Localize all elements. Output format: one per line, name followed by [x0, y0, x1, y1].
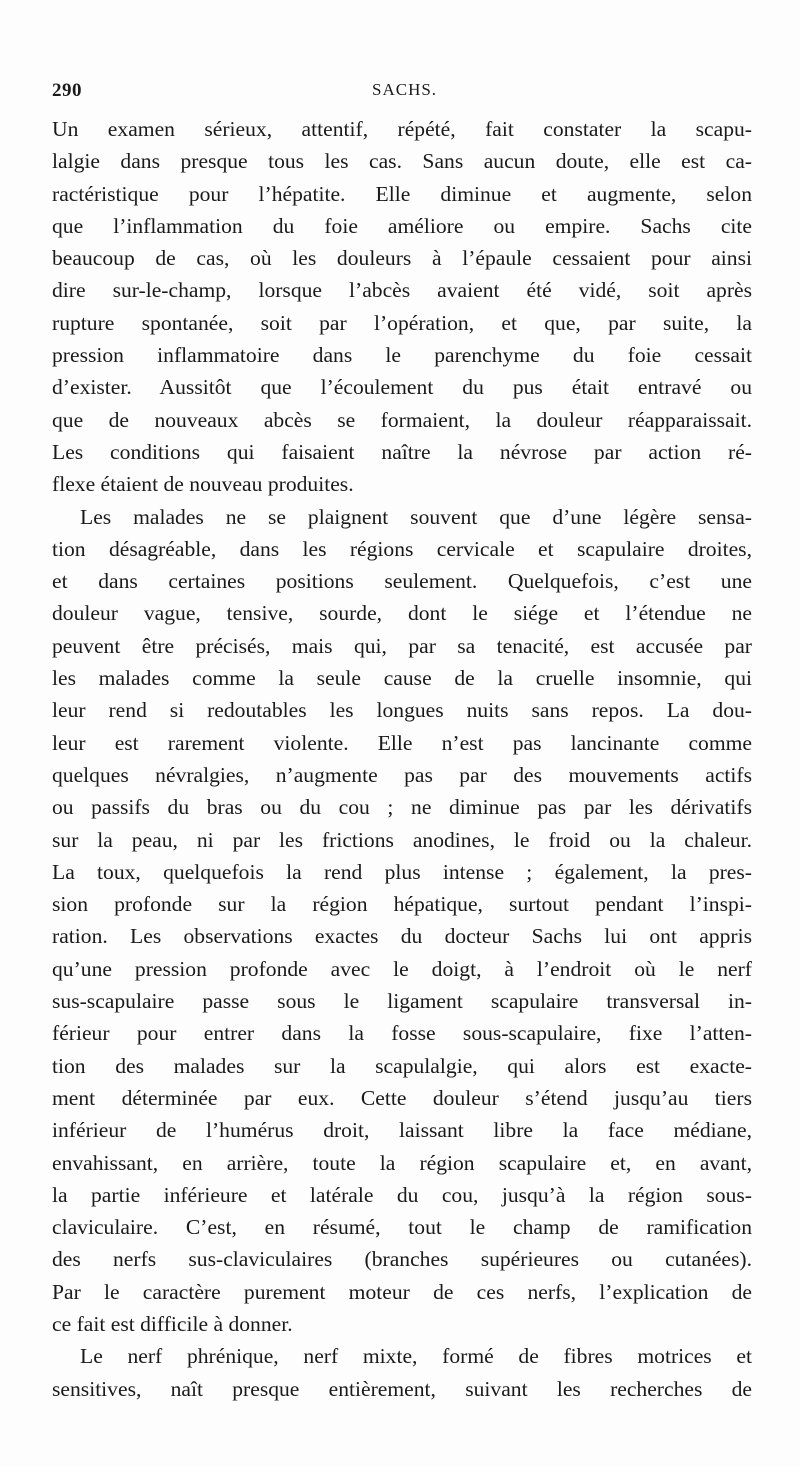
- text-line: leur est rarement violente. Elle n’est pas lancinante comme: [52, 730, 752, 755]
- text-line: qu’une pression profonde avec le doigt, à l’endroit où le nerf: [52, 956, 752, 981]
- text-line: flexe étaient de nouveau produites.: [52, 472, 354, 497]
- paragraph: [52, 501, 752, 1341]
- text-line: ou passifs du bras ou du cou ; ne diminue pas par les dérivatifs: [52, 795, 752, 820]
- text-line: La toux, quelquefois la rend plus intense ; également, la pres-: [52, 859, 752, 884]
- body-text: [52, 113, 752, 1405]
- text-line: Par le caractère purement moteur de ces nerfs, l’explication de: [52, 1279, 752, 1304]
- text-line: envahissant, en arrière, toute la région scapulaire et, en avant,: [52, 1150, 752, 1175]
- text-line: sensitives, naît presque entièrement, suivant les recherches de: [52, 1376, 752, 1401]
- text-line: tion des malades sur la scapulalgie, qui alors est exacte-: [52, 1053, 752, 1078]
- text-line: ractéristique pour l’hépatite. Elle diminue et augmente, selon: [52, 181, 752, 206]
- text-line: inférieur de l’humérus droit, laissant libre la face médiane,: [52, 1118, 752, 1143]
- text-line: Un examen sérieux, attentif, répété, fait constater la scapu-: [52, 117, 752, 141]
- text-line: quelques névralgies, n’augmente pas par des mouvements actifs: [52, 762, 752, 787]
- text-line: d’exister. Aussitôt que l’écoulement du pus était entravé ou: [52, 375, 752, 400]
- text-line: la partie inférieure et latérale du cou, jusqu’à la région sous-: [52, 1182, 752, 1207]
- running-head: SACHS.: [372, 80, 438, 99]
- text-line: férieur pour entrer dans la fosse sous-scapulaire, fixe l’atten-: [52, 1021, 752, 1046]
- text-line: lalgie dans presque tous les cas. Sans aucun doute, elle est ca-: [52, 149, 752, 174]
- text-line: ce fait est difficile à donner.: [52, 1311, 293, 1336]
- text-line: beaucoup de cas, où les douleurs à l’épaule cessaient pour ainsi: [52, 246, 752, 271]
- text-line: sion profonde sur la région hépatique, surtout pendant l’inspi-: [52, 892, 752, 917]
- text-line: rupture spontanée, soit par l’opération, et que, par suite, la: [52, 310, 752, 335]
- page-number: 290: [52, 80, 82, 101]
- text-line: sus-scapulaire passe sous le ligament scapulaire transversal in-: [52, 989, 752, 1014]
- text-line: Les conditions qui faisaient naître la névrose par action ré-: [52, 439, 752, 464]
- text-line: sur la peau, ni par les frictions anodines, le froid ou la chaleur.: [52, 827, 752, 852]
- text-line: douleur vague, tensive, sourde, dont le siége et l’étendue ne: [52, 601, 752, 626]
- text-line: les malades comme la seule cause de la cruelle insomnie, qui: [52, 666, 752, 691]
- paragraph: [52, 113, 752, 501]
- text-line: ment déterminée par eux. Cette douleur s’étend jusqu’au tiers: [52, 1085, 752, 1110]
- text-line: des nerfs sus-claviculaires (branches supérieures ou cutanées).: [52, 1247, 752, 1272]
- text-line: pression inflammatoire dans le parenchyme du foie cessait: [52, 343, 752, 368]
- text-line: tion désagréable, dans les régions cervicale et scapulaire droites,: [52, 536, 752, 561]
- page-header: [52, 80, 752, 110]
- text-line: ration. Les observations exactes du docteur Sachs lui ont appris: [52, 924, 752, 949]
- text-line: peuvent être précisés, mais qui, par sa tenacité, est accusée par: [52, 633, 752, 658]
- paragraph: [52, 1340, 752, 1405]
- text-line: claviculaire. C’est, en résumé, tout le champ de ramification: [52, 1215, 752, 1240]
- text-line: que de nouveaux abcès se formaient, la douleur réapparaissait.: [52, 407, 752, 432]
- text-line: et dans certaines positions seulement. Quelquefois, c’est une: [52, 569, 752, 594]
- text-line: Les malades ne se plaignent souvent que d’une légère sensa-: [80, 504, 752, 529]
- text-line: que l’inflammation du foie améliore ou empire. Sachs cite: [52, 213, 752, 238]
- text-line: Le nerf phrénique, nerf mixte, formé de fibres motrices et: [80, 1344, 752, 1369]
- text-line: leur rend si redoutables les longues nuits sans repos. La dou-: [52, 698, 752, 723]
- text-line: dire sur-le-champ, lorsque l’abcès avaient été vidé, soit après: [52, 278, 752, 303]
